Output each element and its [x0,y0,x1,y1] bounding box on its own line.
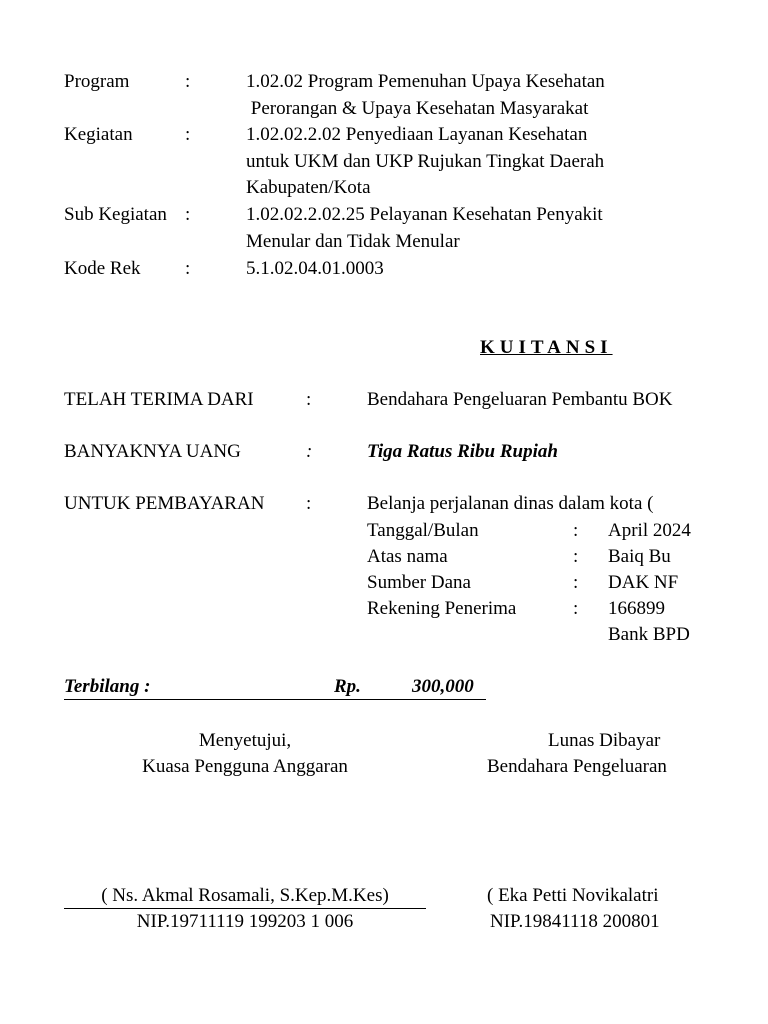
kode-rek-value: 5.1.02.04.01.0003 [246,258,384,279]
left-signature-line-2: Kuasa Pengguna Anggaran [142,756,348,777]
right-signature-line-1: Lunas Dibayar [548,730,661,751]
left-signature-line-1: Menyetujui, [198,730,292,751]
sub-kegiatan-colon: : [185,204,191,225]
received-from-colon: : [306,389,312,410]
payment-for-value: Belanja perjalanan dinas dalam kota ( [367,493,654,514]
detail-account-label: Rekening Penerima [367,598,517,619]
detail-date-value: April 2024 [608,520,691,541]
sub-kegiatan-value-line-2: Menular dan Tidak Menular [246,231,460,252]
kegiatan-label: Kegiatan [64,124,133,145]
sub-kegiatan-value-line-1: 1.02.02.2.02.25 Pelayanan Kesehatan Penyakit [246,204,603,225]
terbilang-underline [64,699,486,700]
program-label: Program [64,71,130,92]
kegiatan-colon: : [185,124,191,145]
received-from-label: TELAH TERIMA DARI [64,389,254,410]
terbilang-amount: 300,000 [412,676,474,697]
left-signatory-nip: NIP.19711119 199203 1 006 [136,911,354,932]
detail-fund-colon: : [573,572,579,593]
left-signature-rule [64,908,426,909]
right-signatory-name: ( Eka Petti Novikalatri [487,885,659,906]
amount-colon: : [306,441,313,462]
kegiatan-value-line-1: 1.02.02.2.02 Penyediaan Layanan Kesehatan [246,124,588,145]
program-value-line-2: Perorangan & Upaya Kesehatan Masyarakat [246,98,589,119]
kegiatan-value-line-2: untuk UKM dan UKP Rujukan Tingkat Daerah [246,151,605,172]
payment-for-label: UNTUK PEMBAYARAN [64,493,265,514]
kegiatan-value-line-3: Kabupaten/Kota [246,177,371,198]
terbilang-label: Terbilang : [64,676,151,697]
program-value-line-1: 1.02.02 Program Pemenuhan Upaya Kesehatan [246,71,605,92]
terbilang-currency: Rp. [334,676,361,697]
document-title: KUITANSI [480,337,613,358]
kode-rek-colon: : [185,258,191,279]
payment-for-colon: : [306,493,312,514]
detail-bank-value: Bank BPD [608,624,690,645]
detail-fund-value: DAK NF [608,572,679,593]
program-colon: : [185,71,191,92]
detail-name-label: Atas nama [367,546,448,567]
detail-account-value: 166899 [608,598,665,619]
detail-name-colon: : [573,546,579,567]
detail-name-value: Baiq Bu [608,546,671,567]
kode-rek-label: Kode Rek [64,258,141,279]
amount-label: BANYAKNYA UANG [64,441,241,462]
detail-fund-label: Sumber Dana [367,572,471,593]
right-signatory-nip: NIP.19841118 200801 [490,911,660,932]
received-from-value: Bendahara Pengeluaran Pembantu BOK [367,389,673,410]
detail-date-colon: : [573,520,579,541]
detail-account-colon: : [573,598,579,619]
sub-kegiatan-label: Sub Kegiatan [64,204,167,225]
detail-date-label: Tanggal/Bulan [367,520,479,541]
right-signature-line-2: Bendahara Pengeluaran [487,756,667,777]
amount-value: Tiga Ratus Ribu Rupiah [367,441,558,462]
left-signatory-name: ( Ns. Akmal Rosamali, S.Kep.M.Kes) [101,885,389,906]
